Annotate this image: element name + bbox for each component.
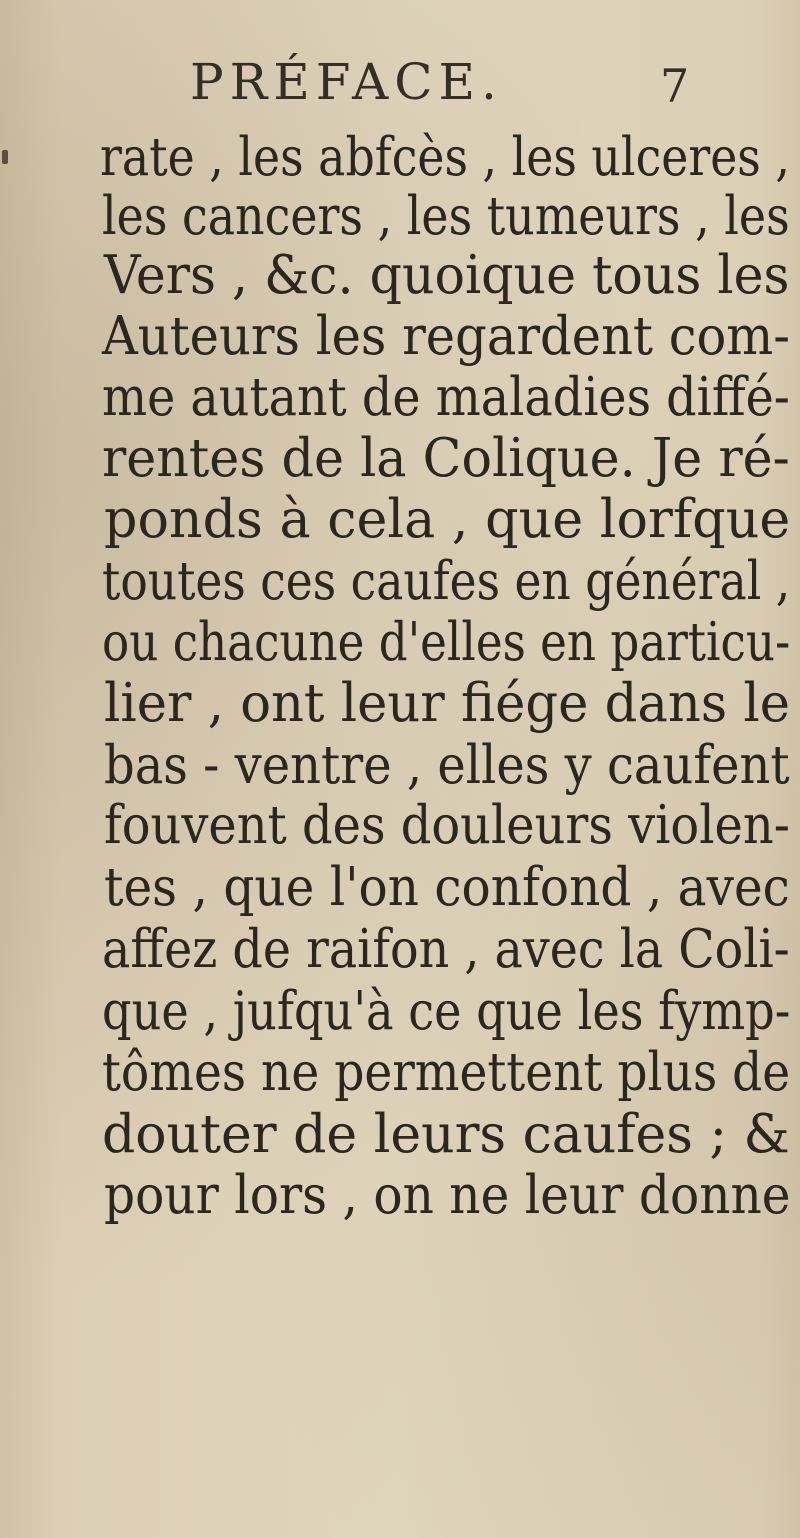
header-title: PRÉFACE. — [190, 53, 503, 111]
text-line: rate , les abfcès , les ulceres , — [100, 127, 790, 188]
text-line: bas - ventre , elles y caufent — [104, 735, 790, 796]
text-line: fouvent des douleurs violen- — [104, 795, 790, 856]
text-line: lier , ont leur fiége dans le — [104, 673, 790, 734]
text-line: tes , que l'on confond , avec — [104, 857, 790, 918]
text-line: les cancers , les tumeurs , les — [102, 186, 790, 247]
text-line: me autant de maladies diffé- — [102, 367, 790, 428]
text-line: pour lors , on ne leur donne — [104, 1165, 791, 1226]
text-line: ponds à cela , que lorfque — [104, 489, 791, 550]
text-line: Auteurs les regardent com- — [102, 306, 791, 367]
text-line: toutes ces caufes en général , — [102, 551, 791, 612]
page-number: 7 — [660, 59, 690, 113]
text-line: affez de raifon , avec la Coli- — [102, 919, 790, 980]
text-line: tômes ne permettent plus de — [102, 1042, 791, 1103]
text-line: douter de leurs caufes ; & — [102, 1104, 790, 1165]
text-line: que , jufqu'à ce que les fymp- — [102, 981, 791, 1042]
text-line: Vers , &c. quoique tous les — [104, 245, 790, 306]
text-line: ou chacune d'elles en particu- — [102, 612, 791, 673]
margin-mark — [2, 150, 8, 164]
running-header — [0, 52, 800, 122]
text-line: rentes de la Colique. Je ré- — [102, 428, 790, 489]
